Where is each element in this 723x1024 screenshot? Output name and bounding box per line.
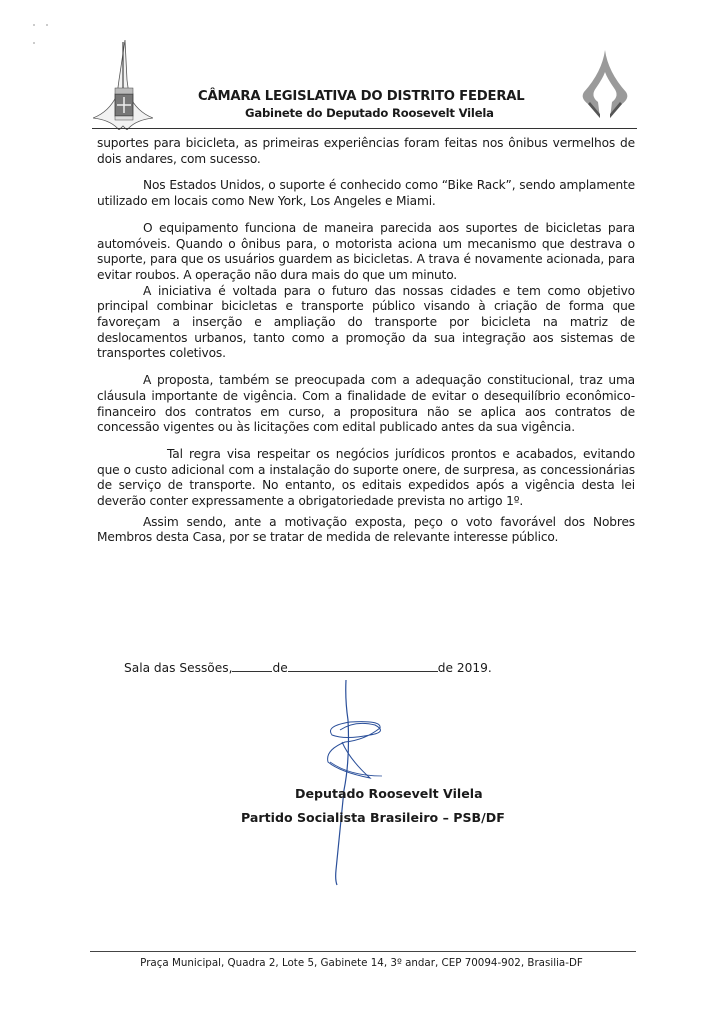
paragraph: Assim sendo, ante a motivação exposta, peço o voto favorável dos Nobres Membros desta Casa, por se tratar de medida de relevante interesse público. [97,514,635,545]
signatory-name: Deputado Roosevelt Vilela [295,786,483,801]
paragraph: O equipamento funciona de maneira parecida aos suportes de bicicletas para automóveis. Quando o ônibus para, o motorista aciona um mecanismo que destrava o suporte, para que os usuários guardem as bicicletas. A trava é novamente acionada, para evitar roubos. A operação não dura mais do que um minuto. [97,220,635,282]
institution-name: CÂMARA LEGISLATIVA DO DISTRITO FEDERAL [198,89,525,104]
session-date-line [124,660,492,675]
year-label: de 2019. [437,661,492,675]
cldf-emblem-logo [580,50,630,120]
footer-divider [90,951,636,952]
scan-speck [46,24,48,26]
footer-address: Praça Municipal, Quadra 2, Lote 5, Gabinete 14, 3º andar, CEP 70094-902, Brasilia-DF [140,957,583,969]
document-body [97,136,635,546]
day-blank [232,660,272,672]
month-blank [288,660,438,672]
signatory-party: Partido Socialista Brasileiro – PSB/DF [241,810,505,825]
de-label: de [272,661,288,675]
office-name: Gabinete do Deputado Roosevelt Vilela [245,106,494,120]
paragraph: A proposta, também se preocupada com a adequação constitucional, traz uma cláusula importante de vigência. Com a finalidade de evitar o desequilíbrio econômico-financeiro dos contratos em curso, a propositura não se aplica aos contratos de concessão vigentes ou às licitações com edital publicado antes da sua vigência. [97,373,635,435]
paragraph: Nos Estados Unidos, o suporte é conhecido como “Bike Rack”, sendo amplamente utilizado em locais como New York, Los Angeles e Miami. [97,178,635,209]
handwritten-signature [320,680,390,890]
session-place: Sala das Sessões, [124,661,233,675]
scan-speck [33,24,35,26]
header-divider [92,128,637,129]
paragraph: A iniciativa é voltada para o futuro das nossas cidades e tem como objetivo principal combinar bicicletas e transporte público visando à criação de forma que favoreçam a inserção e ampliação do transporte por bicicleta na matriz de deslocamentos urbanos, tanto como a promoção da sua integração aos sistemas de transportes coletivos. [97,283,635,361]
paragraph: suportes para bicicleta, as primeiras experiências foram feitas nos ônibus vermelhos de dois andares, com sucesso. [97,136,635,166]
brasilia-seal-logo [93,40,153,130]
scan-speck [33,42,35,44]
paragraph: Tal regra visa respeitar os negócios jurídicos prontos e acabados, evitando que o custo adicional com a instalação do suporte onere, de surpresa, as concessionárias de serviço de transporte. No entanto, os editais expedidos após a vigência desta lei deverão conter expressamente a obrigatoriedade prevista no artigo 1º. [97,446,635,509]
